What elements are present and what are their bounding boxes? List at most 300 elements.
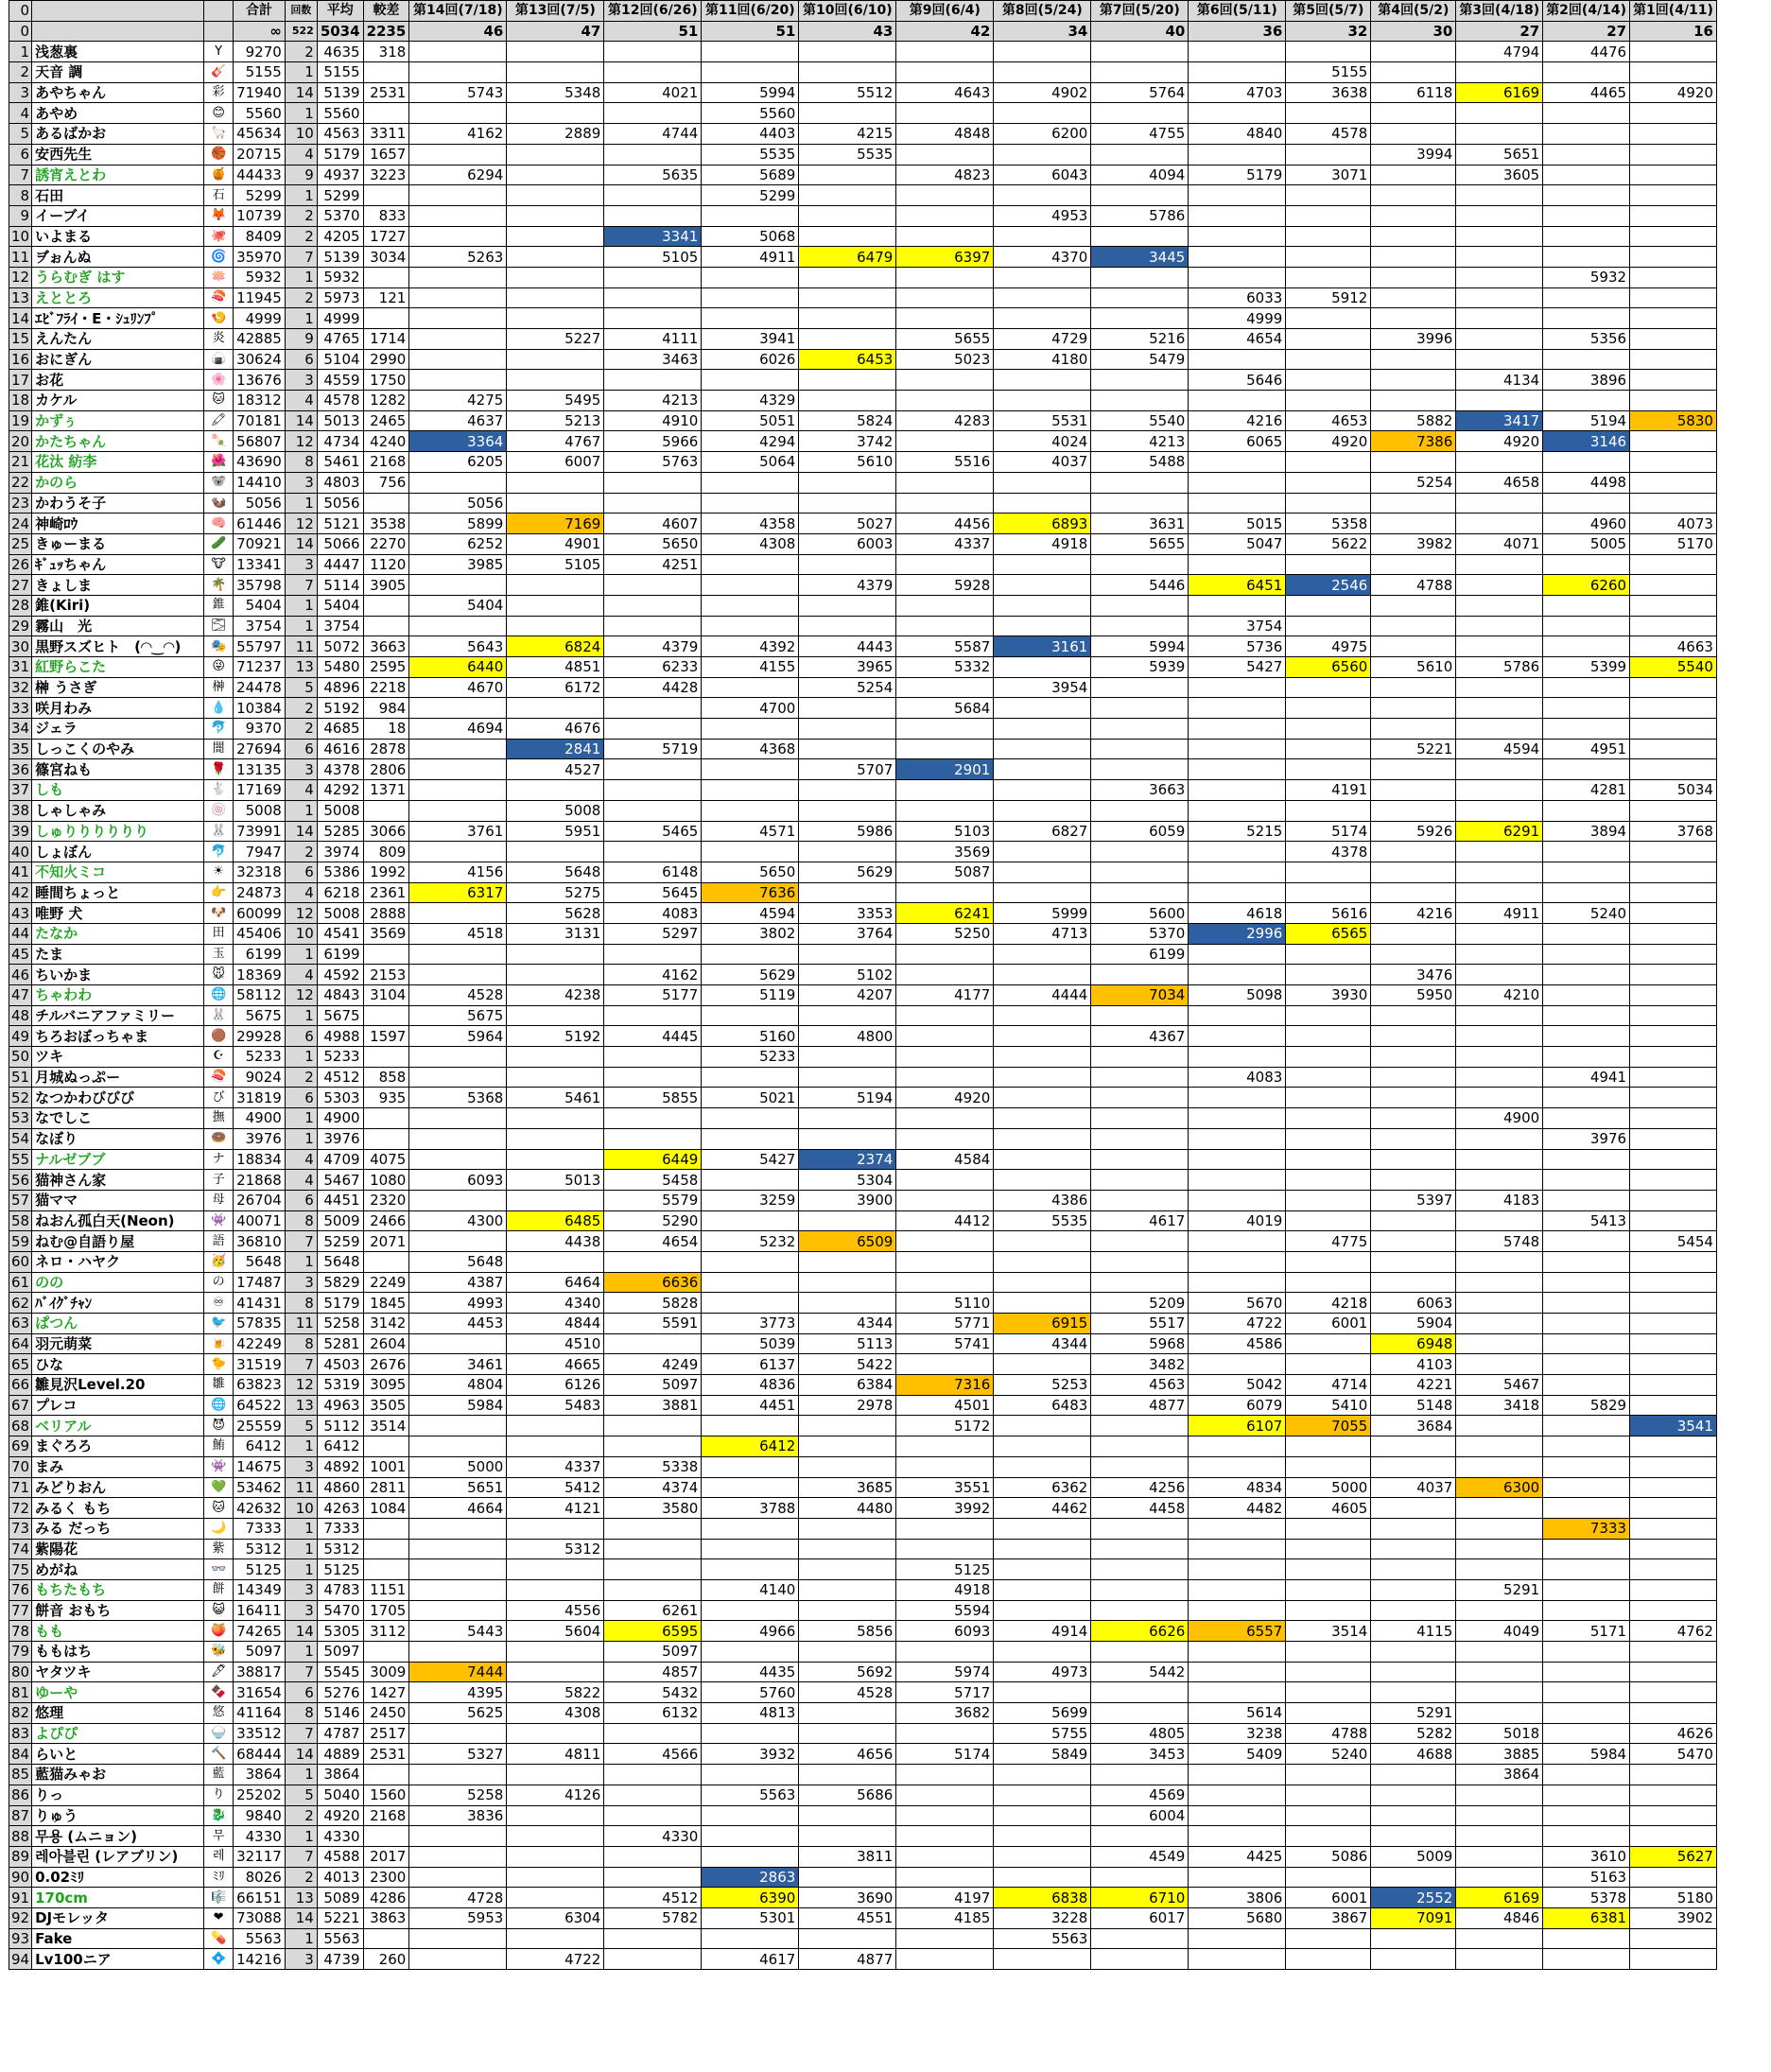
total-score[interactable]: 38817 xyxy=(234,1662,286,1682)
round-score[interactable] xyxy=(1456,575,1543,596)
round-score[interactable] xyxy=(702,780,799,801)
round-score[interactable] xyxy=(799,1005,896,1026)
round-score[interactable] xyxy=(1630,944,1717,965)
round-score[interactable]: 6557 xyxy=(1189,1621,1286,1642)
round-score[interactable] xyxy=(1371,636,1456,657)
round-score[interactable] xyxy=(604,267,702,287)
round-score[interactable] xyxy=(1630,1682,1717,1703)
round-score[interactable]: 3896 xyxy=(1543,370,1630,391)
round-score[interactable]: 4370 xyxy=(994,247,1091,268)
play-count[interactable]: 1 xyxy=(285,308,317,329)
total-score[interactable]: 14675 xyxy=(234,1456,286,1477)
round-score[interactable] xyxy=(409,1231,507,1252)
round-score[interactable]: 4281 xyxy=(1543,780,1630,801)
play-count[interactable]: 1 xyxy=(285,616,317,636)
round-score[interactable] xyxy=(1091,144,1189,165)
round-score[interactable]: 5291 xyxy=(1456,1579,1543,1600)
round-score[interactable] xyxy=(994,657,1091,678)
round-score[interactable] xyxy=(507,1067,604,1088)
player-icon[interactable]: 🍙 xyxy=(204,349,234,370)
round-score[interactable] xyxy=(994,1539,1091,1559)
round-score[interactable] xyxy=(1543,349,1630,370)
round-score[interactable]: 3684 xyxy=(1371,1416,1456,1436)
round-score[interactable] xyxy=(1091,267,1189,287)
play-count[interactable]: 13 xyxy=(285,1888,317,1908)
average-score[interactable]: 4512 xyxy=(317,1067,363,1088)
row-index[interactable]: 85 xyxy=(9,1765,32,1785)
round-score[interactable] xyxy=(799,1067,896,1088)
round-score[interactable] xyxy=(1543,923,1630,944)
round-score[interactable]: 4071 xyxy=(1456,533,1543,554)
round-score[interactable]: 5651 xyxy=(409,1477,507,1498)
row-index[interactable]: 8 xyxy=(9,185,32,206)
round-score[interactable]: 7316 xyxy=(896,1375,994,1396)
round-score[interactable]: 4210 xyxy=(1456,985,1543,1006)
round-score[interactable]: 3985 xyxy=(409,554,507,575)
total-score[interactable]: 55797 xyxy=(234,636,286,657)
round-score[interactable] xyxy=(702,1251,799,1272)
play-count[interactable]: 10 xyxy=(285,124,317,145)
round-score[interactable]: 5005 xyxy=(1543,533,1630,554)
round-header[interactable]: 第10回(6/10) xyxy=(799,1,896,22)
round-score[interactable] xyxy=(799,1765,896,1785)
round-score[interactable]: 5743 xyxy=(409,82,507,103)
round-score[interactable]: 5999 xyxy=(994,903,1091,924)
row-index[interactable]: 64 xyxy=(9,1333,32,1354)
round-score[interactable] xyxy=(1630,1149,1717,1170)
player-icon[interactable]: 🍚 xyxy=(204,1723,234,1744)
row-index[interactable]: 44 xyxy=(9,923,32,944)
average-score[interactable]: 4578 xyxy=(317,391,363,411)
round-score[interactable]: 4412 xyxy=(896,1210,994,1231)
player-name[interactable]: 篠宮ねも xyxy=(32,759,204,780)
round-score[interactable] xyxy=(702,575,799,596)
player-name[interactable]: 月城ぬっぷー xyxy=(32,1067,204,1088)
play-count[interactable]: 14 xyxy=(285,1621,317,1642)
round-score[interactable]: 5253 xyxy=(994,1375,1091,1396)
score-range[interactable]: 1001 xyxy=(363,1456,409,1477)
round-score[interactable] xyxy=(1630,1539,1717,1559)
round-score[interactable]: 4920 xyxy=(1630,82,1717,103)
player-name[interactable]: らいと xyxy=(32,1744,204,1765)
round-score[interactable] xyxy=(896,1354,994,1375)
round-score[interactable]: 4571 xyxy=(702,821,799,842)
average-score[interactable]: 4787 xyxy=(317,1723,363,1744)
player-name[interactable]: ｷﾞｭｯちゃん xyxy=(32,554,204,575)
round-score[interactable] xyxy=(1286,1559,1371,1580)
round-score[interactable] xyxy=(1371,1272,1456,1293)
total-score[interactable]: 9370 xyxy=(234,719,286,740)
round-score[interactable] xyxy=(1091,1067,1189,1088)
round-score[interactable]: 4162 xyxy=(409,124,507,145)
round-score[interactable]: 5689 xyxy=(702,165,799,185)
round-score[interactable]: 3482 xyxy=(1091,1354,1189,1375)
round-score[interactable]: 4658 xyxy=(1456,472,1543,493)
player-icon[interactable]: 🟤 xyxy=(204,1026,234,1047)
average-score[interactable]: 5467 xyxy=(317,1170,363,1191)
score-range[interactable]: 3538 xyxy=(363,514,409,534)
round-score[interactable]: 3238 xyxy=(1189,1723,1286,1744)
round-score[interactable]: 5655 xyxy=(896,329,994,350)
round-score[interactable] xyxy=(1630,1251,1717,1272)
round-header[interactable]: 第7回(5/20) xyxy=(1091,1,1189,22)
round-score[interactable]: 5304 xyxy=(799,1170,896,1191)
round-score[interactable]: 4213 xyxy=(604,391,702,411)
score-range[interactable]: 1597 xyxy=(363,1026,409,1047)
play-count[interactable]: 10 xyxy=(285,1498,317,1519)
total-score[interactable]: 63823 xyxy=(234,1375,286,1396)
round-score[interactable]: 5563 xyxy=(702,1785,799,1805)
average-score[interactable]: 5013 xyxy=(317,410,363,431)
player-icon[interactable]: 🍫 xyxy=(204,1682,234,1703)
round-entry-count[interactable]: 27 xyxy=(1456,21,1543,42)
round-score[interactable] xyxy=(1371,1005,1456,1026)
play-count[interactable]: 1 xyxy=(285,103,317,124)
round-score[interactable] xyxy=(994,144,1091,165)
round-score[interactable] xyxy=(1189,1128,1286,1149)
round-score[interactable] xyxy=(896,42,994,62)
play-count[interactable]: 1 xyxy=(285,595,317,616)
row-index[interactable]: 86 xyxy=(9,1785,32,1805)
round-score[interactable]: 4848 xyxy=(896,124,994,145)
score-range[interactable]: 2017 xyxy=(363,1846,409,1867)
round-score[interactable]: 5023 xyxy=(896,349,994,370)
round-score[interactable]: 4458 xyxy=(1091,1498,1189,1519)
play-count[interactable]: 5 xyxy=(285,677,317,698)
round-score[interactable]: 7055 xyxy=(1286,1416,1371,1436)
round-score[interactable]: 3806 xyxy=(1189,1888,1286,1908)
round-score[interactable] xyxy=(1286,1785,1371,1805)
play-count[interactable]: 8 xyxy=(285,1293,317,1314)
round-score[interactable] xyxy=(1286,349,1371,370)
play-count[interactable]: 8 xyxy=(285,452,317,473)
round-score[interactable] xyxy=(1543,1170,1630,1191)
player-name[interactable]: 睡間ちょっと xyxy=(32,882,204,903)
row-index[interactable]: 6 xyxy=(9,144,32,165)
round-score[interactable]: 5535 xyxy=(799,144,896,165)
player-icon[interactable]: 🌐 xyxy=(204,985,234,1006)
player-name[interactable]: ゆーや xyxy=(32,1682,204,1703)
player-name[interactable]: ぱつん xyxy=(32,1314,204,1334)
round-score[interactable]: 3996 xyxy=(1371,329,1456,350)
player-icon[interactable]: 😊 xyxy=(204,103,234,124)
round-entry-count[interactable]: 16 xyxy=(1630,21,1717,42)
round-score[interactable]: 5764 xyxy=(1091,82,1189,103)
total-score[interactable]: 14216 xyxy=(234,1949,286,1970)
player-name[interactable]: まぐろろ xyxy=(32,1436,204,1457)
total-score[interactable]: 7947 xyxy=(234,842,286,862)
round-score[interactable] xyxy=(1543,800,1630,821)
round-score[interactable] xyxy=(1543,719,1630,740)
round-score[interactable] xyxy=(1630,1005,1717,1026)
round-score[interactable] xyxy=(1543,1149,1630,1170)
row-index[interactable]: 20 xyxy=(9,431,32,452)
round-score[interactable] xyxy=(702,1210,799,1231)
row-index[interactable]: 37 xyxy=(9,780,32,801)
round-score[interactable] xyxy=(1543,698,1630,719)
round-score[interactable] xyxy=(799,1251,896,1272)
round-score[interactable]: 4966 xyxy=(702,1621,799,1642)
player-name[interactable]: 天音 調 xyxy=(32,62,204,83)
total-score[interactable]: 61446 xyxy=(234,514,286,534)
round-score[interactable] xyxy=(409,739,507,759)
round-score[interactable] xyxy=(799,1826,896,1847)
player-name[interactable]: ねおん孤白天(Neon) xyxy=(32,1210,204,1231)
round-score[interactable] xyxy=(604,308,702,329)
round-score[interactable] xyxy=(1456,1047,1543,1068)
player-icon[interactable]: 餅 xyxy=(204,1579,234,1600)
round-score[interactable] xyxy=(507,1928,604,1949)
round-score[interactable] xyxy=(1286,1642,1371,1663)
average-score[interactable]: 5008 xyxy=(317,903,363,924)
round-score[interactable]: 5258 xyxy=(409,1785,507,1805)
play-count[interactable]: 12 xyxy=(285,903,317,924)
round-score[interactable]: 3994 xyxy=(1371,144,1456,165)
round-score[interactable]: 6252 xyxy=(409,533,507,554)
round-score[interactable]: 6107 xyxy=(1189,1416,1286,1436)
round-score[interactable] xyxy=(1456,1498,1543,1519)
total-score[interactable]: 70921 xyxy=(234,533,286,554)
player-icon[interactable]: 錐 xyxy=(204,595,234,616)
round-score[interactable] xyxy=(1371,780,1456,801)
round-score[interactable] xyxy=(1189,267,1286,287)
row-index[interactable]: 79 xyxy=(9,1642,32,1663)
play-count[interactable]: 6 xyxy=(285,1682,317,1703)
round-score[interactable] xyxy=(1286,1765,1371,1785)
player-icon[interactable]: 🌸 xyxy=(204,370,234,391)
round-score[interactable] xyxy=(507,965,604,985)
round-score[interactable] xyxy=(896,1005,994,1026)
round-score[interactable] xyxy=(799,882,896,903)
round-score[interactable] xyxy=(409,1579,507,1600)
round-score[interactable]: 4256 xyxy=(1091,1477,1189,1498)
round-score[interactable] xyxy=(1286,965,1371,985)
round-score[interactable]: 4083 xyxy=(1189,1067,1286,1088)
average-score[interactable]: 5089 xyxy=(317,1888,363,1908)
round-score[interactable] xyxy=(1630,616,1717,636)
row-index[interactable]: 31 xyxy=(9,657,32,678)
average-score[interactable]: 5370 xyxy=(317,205,363,226)
round-score[interactable] xyxy=(896,739,994,759)
round-score[interactable]: 5650 xyxy=(604,533,702,554)
row-index[interactable]: 67 xyxy=(9,1395,32,1416)
round-score[interactable] xyxy=(702,1826,799,1847)
player-icon[interactable]: 🦦 xyxy=(204,493,234,514)
round-score[interactable]: 5301 xyxy=(702,1907,799,1928)
round-score[interactable]: 4197 xyxy=(896,1888,994,1908)
round-score[interactable] xyxy=(994,1642,1091,1663)
play-count[interactable]: 2 xyxy=(285,42,317,62)
row-index[interactable]: 76 xyxy=(9,1579,32,1600)
round-score[interactable]: 4019 xyxy=(1189,1210,1286,1231)
round-score[interactable]: 5348 xyxy=(507,82,604,103)
round-score[interactable] xyxy=(1543,1314,1630,1334)
round-score[interactable]: 5531 xyxy=(994,410,1091,431)
round-score[interactable] xyxy=(1456,349,1543,370)
round-score[interactable] xyxy=(1543,226,1630,247)
round-score[interactable] xyxy=(1371,882,1456,903)
round-score[interactable] xyxy=(409,1539,507,1559)
summary-count[interactable]: 522 xyxy=(285,21,317,42)
round-score[interactable] xyxy=(1371,391,1456,411)
average-score[interactable]: 5563 xyxy=(317,1928,363,1949)
play-count[interactable]: 2 xyxy=(285,1867,317,1888)
round-score[interactable] xyxy=(1630,1088,1717,1108)
total-score[interactable]: 3976 xyxy=(234,1128,286,1149)
round-score[interactable]: 5855 xyxy=(604,1088,702,1108)
row-index[interactable]: 80 xyxy=(9,1662,32,1682)
round-score[interactable]: 4340 xyxy=(507,1293,604,1314)
round-score[interactable] xyxy=(604,800,702,821)
round-score[interactable] xyxy=(994,862,1091,882)
round-score[interactable] xyxy=(409,287,507,308)
row-index[interactable]: 61 xyxy=(9,1272,32,1293)
score-range[interactable] xyxy=(363,800,409,821)
round-score[interactable] xyxy=(1091,185,1189,206)
player-name[interactable]: かわうそ子 xyxy=(32,493,204,514)
round-score[interactable] xyxy=(507,1642,604,1663)
round-score[interactable] xyxy=(1456,1826,1543,1847)
row-index[interactable]: 81 xyxy=(9,1682,32,1703)
round-score[interactable] xyxy=(1371,759,1456,780)
round-score[interactable] xyxy=(1371,287,1456,308)
player-name[interactable]: いよまる xyxy=(32,226,204,247)
round-score[interactable] xyxy=(1543,205,1630,226)
round-score[interactable] xyxy=(1091,308,1189,329)
player-name[interactable]: きゅーまる xyxy=(32,533,204,554)
play-count[interactable]: 10 xyxy=(285,923,317,944)
round-score[interactable] xyxy=(896,965,994,985)
score-range[interactable]: 3569 xyxy=(363,923,409,944)
round-score[interactable]: 4453 xyxy=(409,1314,507,1334)
score-range[interactable]: 4286 xyxy=(363,1888,409,1908)
round-score[interactable] xyxy=(1630,452,1717,473)
round-score[interactable]: 3992 xyxy=(896,1498,994,1519)
round-score[interactable] xyxy=(1371,185,1456,206)
row-index[interactable]: 16 xyxy=(9,349,32,370)
round-score[interactable] xyxy=(1543,965,1630,985)
round-score[interactable] xyxy=(896,1251,994,1272)
round-score[interactable] xyxy=(1371,1067,1456,1088)
round-score[interactable] xyxy=(507,1108,604,1129)
round-score[interactable]: 4156 xyxy=(409,862,507,882)
round-score[interactable] xyxy=(1630,124,1717,145)
player-icon[interactable]: 悠 xyxy=(204,1703,234,1724)
round-score[interactable]: 5830 xyxy=(1630,410,1717,431)
total-score[interactable]: 5312 xyxy=(234,1539,286,1559)
summary-name[interactable] xyxy=(32,21,204,42)
play-count[interactable]: 8 xyxy=(285,1333,317,1354)
player-icon[interactable]: 🌀 xyxy=(204,247,234,268)
round-score[interactable]: 4482 xyxy=(1189,1498,1286,1519)
total-score[interactable]: 18312 xyxy=(234,391,286,411)
row-index[interactable]: 34 xyxy=(9,719,32,740)
player-name[interactable]: 錐(Kiri) xyxy=(32,595,204,616)
round-score[interactable]: 6172 xyxy=(507,677,604,698)
round-score[interactable] xyxy=(896,1826,994,1847)
row-index[interactable]: 42 xyxy=(9,882,32,903)
round-score[interactable]: 5540 xyxy=(1091,410,1189,431)
player-icon[interactable]: 炎 xyxy=(204,329,234,350)
round-score[interactable] xyxy=(507,1047,604,1068)
round-score[interactable] xyxy=(1630,1662,1717,1682)
round-score[interactable] xyxy=(896,944,994,965)
row-index[interactable]: 68 xyxy=(9,1416,32,1436)
round-score[interactable] xyxy=(1371,1765,1456,1785)
round-score[interactable] xyxy=(1091,677,1189,698)
round-score[interactable]: 5614 xyxy=(1189,1703,1286,1724)
row-index[interactable]: 0 xyxy=(9,21,32,42)
average-score[interactable]: 5276 xyxy=(317,1682,363,1703)
row-index[interactable]: 32 xyxy=(9,677,32,698)
round-score[interactable] xyxy=(604,698,702,719)
round-score[interactable]: 3900 xyxy=(799,1190,896,1210)
round-score[interactable]: 5422 xyxy=(799,1354,896,1375)
round-score[interactable]: 5771 xyxy=(896,1314,994,1334)
player-name[interactable]: 紫陽花 xyxy=(32,1539,204,1559)
round-score[interactable] xyxy=(1286,1949,1371,1970)
round-score[interactable] xyxy=(1456,329,1543,350)
round-score[interactable] xyxy=(1286,1333,1371,1354)
round-score[interactable]: 5442 xyxy=(1091,1662,1189,1682)
average-score[interactable]: 5139 xyxy=(317,82,363,103)
round-score[interactable] xyxy=(1286,1928,1371,1949)
round-score[interactable] xyxy=(1286,452,1371,473)
round-score[interactable]: 4300 xyxy=(409,1210,507,1231)
row-index[interactable]: 25 xyxy=(9,533,32,554)
round-score[interactable] xyxy=(896,1867,994,1888)
round-score[interactable]: 3773 xyxy=(702,1314,799,1334)
round-score[interactable]: 5404 xyxy=(409,595,507,616)
row-index[interactable]: 28 xyxy=(9,595,32,616)
round-score[interactable] xyxy=(994,1579,1091,1600)
player-icon[interactable]: 榊 xyxy=(204,677,234,698)
round-score[interactable] xyxy=(994,842,1091,862)
round-score[interactable]: 4528 xyxy=(799,1682,896,1703)
round-score[interactable] xyxy=(1543,1047,1630,1068)
round-score[interactable]: 4094 xyxy=(1091,165,1189,185)
play-count[interactable]: 1 xyxy=(285,1005,317,1026)
score-range[interactable] xyxy=(363,944,409,965)
average-score[interactable]: 3864 xyxy=(317,1765,363,1785)
play-count[interactable]: 6 xyxy=(285,1088,317,1108)
round-score[interactable] xyxy=(604,719,702,740)
round-score[interactable]: 4512 xyxy=(604,1888,702,1908)
round-score[interactable]: 6001 xyxy=(1286,1314,1371,1334)
round-score[interactable]: 5684 xyxy=(896,698,994,719)
round-score[interactable] xyxy=(799,1210,896,1231)
row-index[interactable]: 62 xyxy=(9,1293,32,1314)
round-score[interactable]: 2552 xyxy=(1371,1888,1456,1908)
round-score[interactable]: 5591 xyxy=(604,1314,702,1334)
round-score[interactable] xyxy=(1543,1928,1630,1949)
play-count[interactable]: 8 xyxy=(285,1210,317,1231)
round-score[interactable] xyxy=(896,205,994,226)
round-score[interactable]: 6397 xyxy=(896,247,994,268)
row-index[interactable]: 77 xyxy=(9,1600,32,1621)
play-count[interactable]: 13 xyxy=(285,657,317,678)
round-score[interactable] xyxy=(1630,287,1717,308)
round-score[interactable]: 5102 xyxy=(799,965,896,985)
round-score[interactable]: 6384 xyxy=(799,1375,896,1396)
average-score[interactable]: 5125 xyxy=(317,1559,363,1580)
round-score[interactable]: 5535 xyxy=(702,144,799,165)
average-score[interactable]: 4999 xyxy=(317,308,363,329)
player-icon[interactable]: 🐦 xyxy=(204,1314,234,1334)
total-score[interactable]: 27694 xyxy=(234,739,286,759)
round-score[interactable] xyxy=(994,1826,1091,1847)
row-index[interactable]: 18 xyxy=(9,391,32,411)
